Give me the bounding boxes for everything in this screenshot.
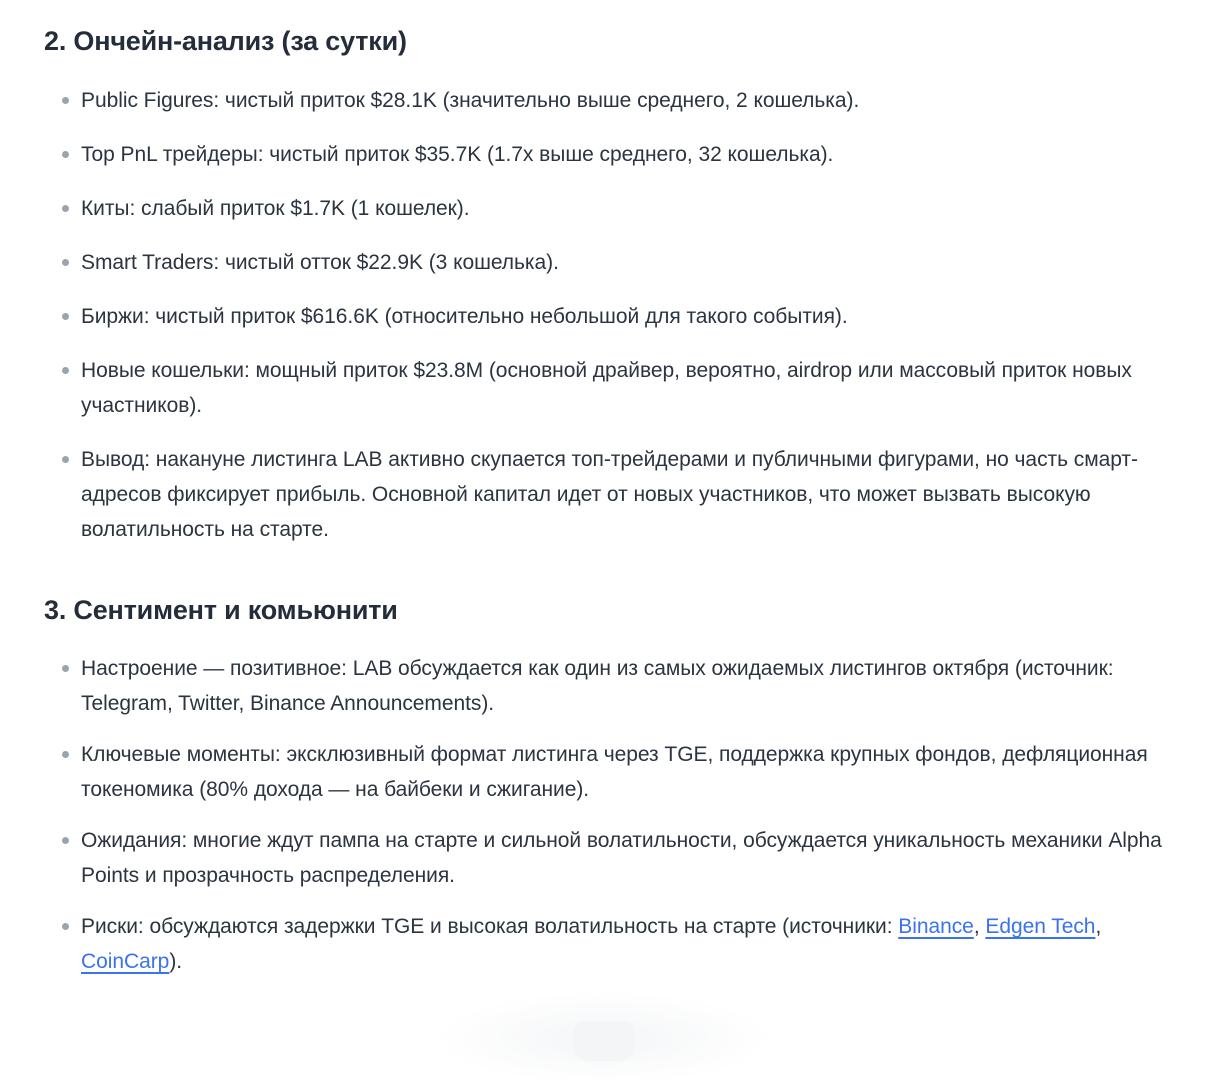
list-item	[44, 353, 1164, 423]
list-item	[44, 83, 1164, 118]
source-link-coincarp[interactable]: CoinCarp	[81, 950, 170, 973]
sentiment-bullet-list	[44, 651, 1164, 979]
list-item	[44, 191, 1164, 226]
section-sentiment	[44, 547, 1164, 979]
source-link-binance[interactable]: Binance	[898, 915, 974, 938]
list-item-text: Ключевые моменты: эксклюзивный формат листинга через TGE, поддержка крупных фондов, дефляционная токеномика (80% дохода — на байбеки и сжигание).	[81, 743, 1148, 801]
source-link-edgen-tech[interactable]: Edgen Tech	[985, 915, 1096, 938]
list-item	[44, 823, 1164, 893]
list-item	[44, 651, 1164, 721]
list-item-text: Smart Traders: чистый отток $22.9K (3 кошелька).	[81, 251, 559, 274]
list-item-text: Public Figures: чистый приток $28.1K (значительно выше среднего, 2 кошелька).	[81, 89, 860, 112]
list-item	[44, 137, 1164, 172]
list-item	[44, 442, 1164, 547]
page-heading-onchain: 2. Ончейн-анализ (за сутки)	[44, 26, 407, 56]
list-item-text: Новые кошельки: мощный приток $23.8M (основной драйвер, вероятно, airdrop или массовый приток новых участников).	[81, 359, 1132, 417]
risks-text-lead: Риски: обсуждаются задержки TGE и высокая волатильность на старте (источники:	[81, 915, 899, 938]
list-item-text: Киты: слабый приток $1.7K (1 кошелек).	[81, 197, 470, 220]
list-item-risks	[44, 909, 1164, 979]
list-item-text: Биржи: чистый приток $616.6K (относительно небольшой для такого события).	[81, 305, 848, 328]
risks-separator-2: ,	[1095, 915, 1102, 938]
page-heading-sentiment: 3. Сентимент и комьюнити	[44, 595, 398, 625]
list-item-text: Top PnL трейдеры: чистый приток $35.7K (1.7x выше среднего, 32 кошелька).	[81, 143, 834, 166]
risks-separator-1: ,	[973, 915, 986, 938]
list-item-text: Ожидания: многие ждут пампа на старте и сильной волатильности, обсуждается уникальность механики Alpha Points и прозрачность распределения.	[81, 829, 1162, 887]
list-item	[44, 299, 1164, 334]
list-item-text: Настроение — позитивное: LAB обсуждается как один из самых ожидаемых листингов октября (источник: Telegram, Twitter, Binance Announcements).	[81, 657, 1114, 715]
list-item	[44, 245, 1164, 280]
risks-text-tail: ).	[169, 950, 183, 973]
list-item-text: Вывод: накануне листинга LAB активно скупается топ-трейдерами и публичными фигурами, но часть смарт-адресов фиксирует прибыль. Основной капитал идет от новых участников, что может вызвать высокую волатильность на старте.	[81, 448, 1138, 541]
onchain-bullet-list	[44, 83, 1164, 547]
section-onchain	[44, 0, 1164, 547]
list-item	[44, 737, 1164, 807]
composer-input-peek[interactable]	[573, 1021, 635, 1061]
